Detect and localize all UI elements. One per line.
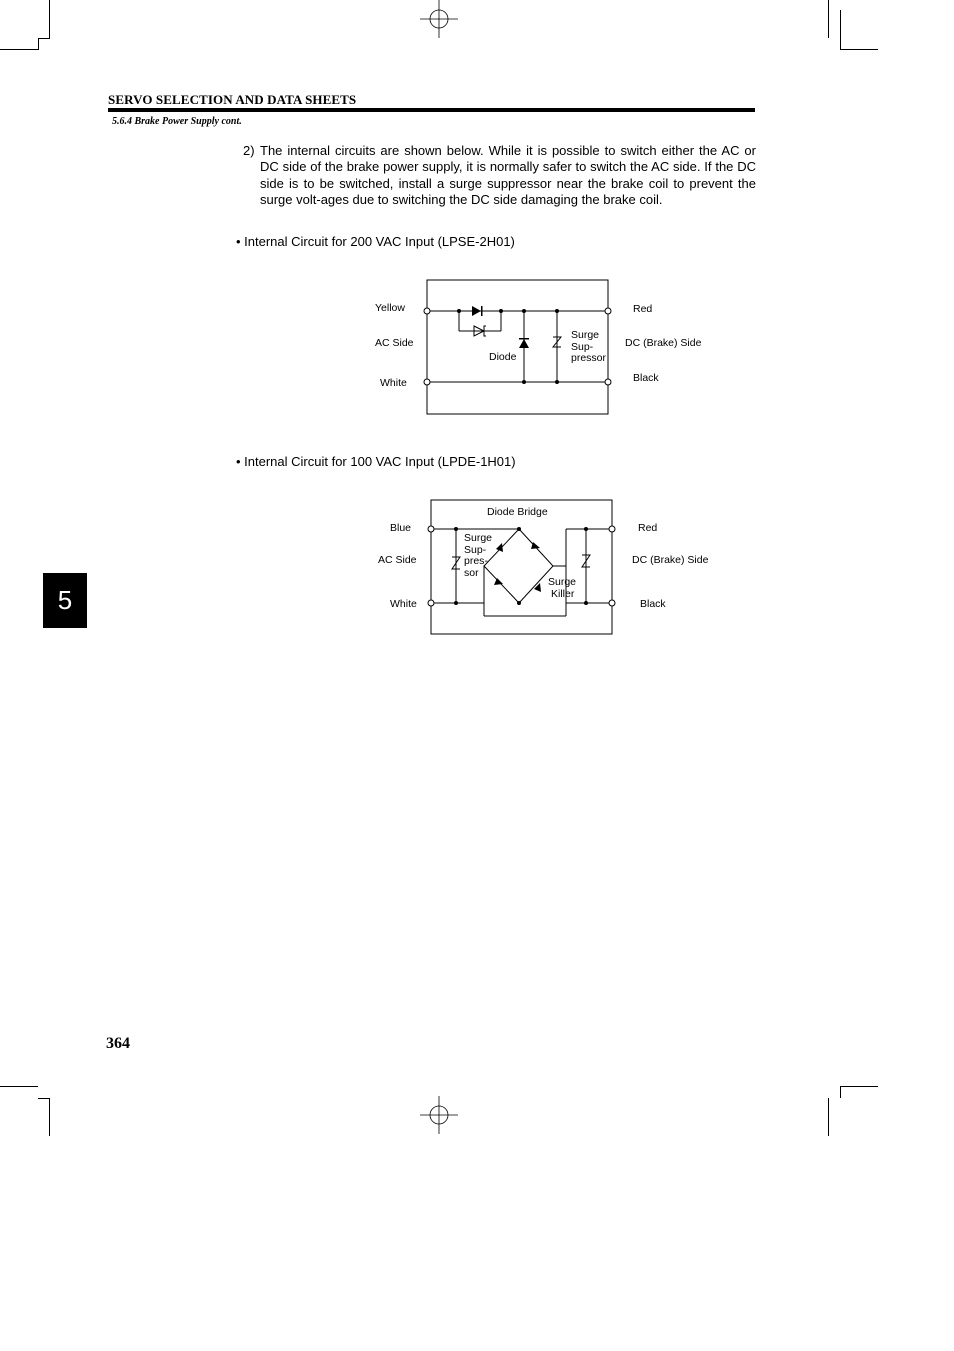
section-title: SERVO SELECTION AND DATA SHEETS: [108, 92, 357, 107]
page-number: 364: [106, 1035, 130, 1052]
terminal-blue: [428, 526, 434, 532]
diode-bridge: [484, 529, 553, 603]
label-ac-side: AC Side: [378, 554, 417, 566]
label-ac-side: AC Side: [375, 337, 414, 349]
label-white: White: [380, 377, 407, 389]
label-diode: Diode: [489, 351, 517, 363]
diode-symbol: [496, 543, 503, 552]
label-surge-suppressor: Surge: [464, 532, 493, 544]
diode-symbol: [534, 583, 541, 592]
label-surge-killer: Killer: [551, 588, 575, 600]
label-white: White: [390, 598, 417, 610]
label-red: Red: [638, 522, 658, 534]
label-diode-bridge: Diode Bridge: [487, 506, 548, 518]
chapter-tab: 5: [43, 573, 87, 628]
label-surge-killer: Surge: [548, 576, 577, 588]
label-surge-suppressor: pres-: [464, 555, 488, 567]
label-surge-suppressor: sor: [464, 567, 479, 579]
circuit1-heading: • Internal Circuit for 200 VAC Input (LPSE-2H01): [236, 234, 515, 249]
label-dc-side: DC (Brake) Side: [625, 337, 702, 349]
label-red: Red: [633, 303, 653, 315]
label-black: Black: [633, 372, 659, 384]
label-dc-side: DC (Brake) Side: [632, 554, 709, 566]
subsection-title: 5.6.4 Brake Power Supply cont.: [112, 116, 242, 127]
label-yellow: Yellow: [375, 302, 405, 314]
label-surge: Sup-: [571, 341, 594, 353]
terminal-red: [609, 526, 615, 532]
paragraph-text: The internal circuits are shown below. While it is possible to switch either the AC or DC side of the brake power supply, it is normally safer to switch the AC side. If the DC side is to be switched, install a surge suppressor near the brake coil to prevent the surge volt-ages due to switching the DC side damaging the brake coil.: [260, 143, 756, 207]
paragraph-number: 2): [243, 143, 255, 158]
label-surge: pressor: [571, 352, 607, 364]
label-blue: Blue: [390, 522, 412, 534]
terminal-black: [609, 600, 615, 606]
label-black: Black: [640, 598, 666, 610]
circuit2-heading: • Internal Circuit for 100 VAC Input (LPDE-1H01): [236, 454, 516, 469]
diode-symbol: [494, 578, 503, 585]
label-surge: Surge: [571, 329, 600, 341]
label-surge-suppressor: Sup-: [464, 544, 487, 556]
terminal-white: [428, 600, 434, 606]
